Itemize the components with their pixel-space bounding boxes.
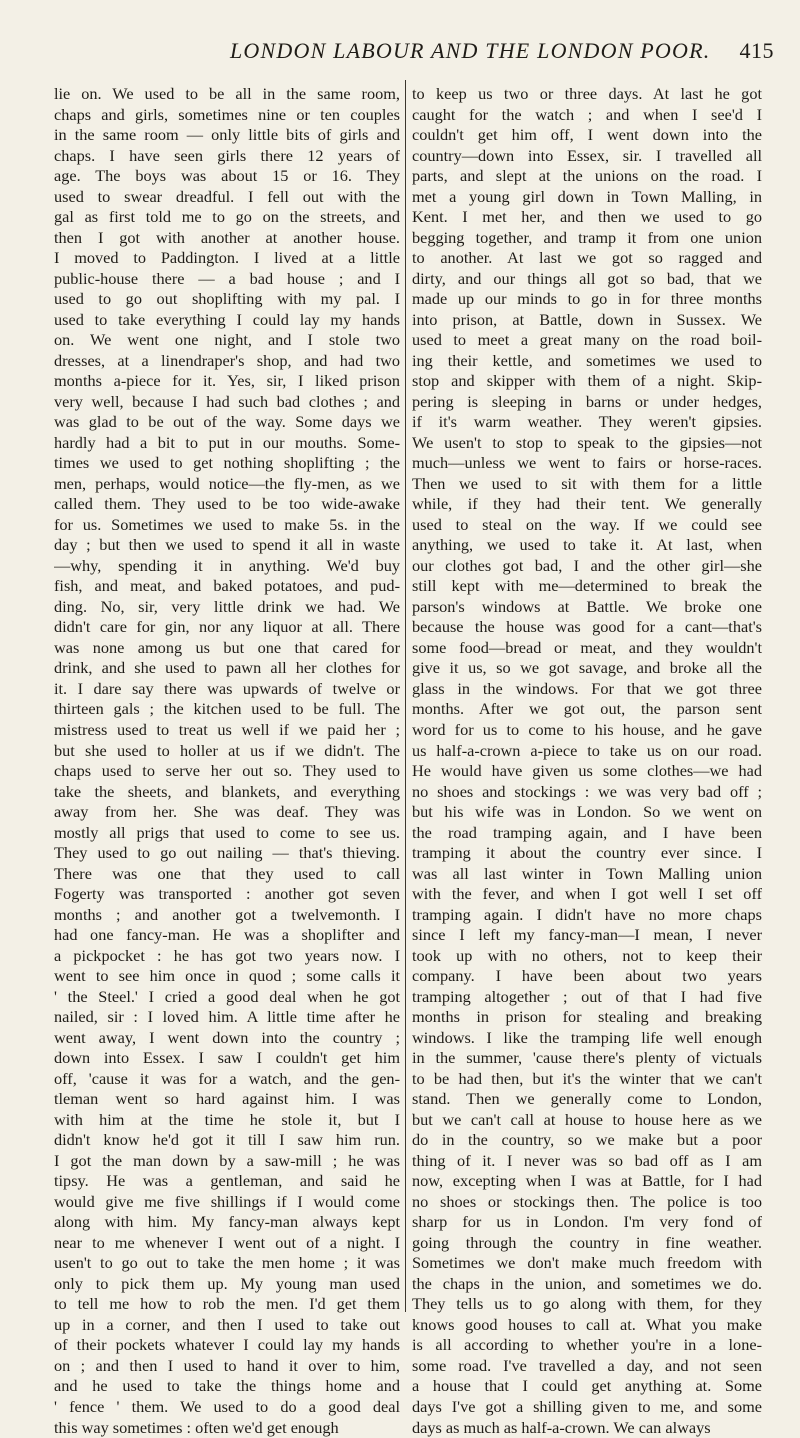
text-line: was all last winter in Town Malling union [412, 863, 762, 883]
text-line: is all according to whether you're in a lone- [412, 1335, 762, 1355]
text-line: on. We went one night, and I stole two [54, 330, 400, 350]
text-line: sharp for us in London. I'm very fond of [412, 1212, 762, 1232]
text-line: no shoes or stockings then. The police is too [412, 1191, 762, 1211]
text-line: away from her. She was deaf. They was [54, 802, 400, 822]
text-line: begging together, and tramp it from one union [412, 227, 762, 247]
text-line: only to pick them up. My young man used [54, 1273, 400, 1293]
text-line: Kent. I met her, and then we used to go [412, 207, 762, 227]
text-line: ' the Steel.' I cried a good deal when he got [54, 986, 400, 1006]
text-line: They used to go out nailing — that's thieving. [54, 843, 400, 863]
text-line: thirteen gals ; the kitchen used to be full. The [54, 699, 400, 719]
text-line: times we used to get nothing shoplifting ; the [54, 453, 400, 473]
text-line: country—down into Essex, sir. I travelled all [412, 145, 762, 165]
text-line: ding. No, sir, very little drink we had. We [54, 596, 400, 616]
text-line: public-house there — a bad house ; and I [54, 268, 400, 288]
text-line: used to steal on the way. If we could see [412, 514, 762, 534]
text-line: met a young girl down in Town Malling, in [412, 186, 762, 206]
right-text-column [412, 84, 762, 1438]
text-line: anything, we used to take it. At last, when [412, 535, 762, 555]
text-line: to another. At last we got so ragged and [412, 248, 762, 268]
text-line: didn't care for gin, nor any liquor at all. There [54, 617, 400, 637]
text-line: windows. I like the tramping life well enough [412, 1027, 762, 1047]
text-line: day ; but then we used to spend it all in waste [54, 535, 400, 555]
text-line: to be had then, but it's the winter that we can't [412, 1068, 762, 1088]
text-line: chaps. I have seen girls there 12 years of [54, 145, 400, 165]
text-line: tramping it about the country ever since. I [412, 843, 762, 863]
text-line: fish, and meat, and baked potatoes, and pud- [54, 576, 400, 596]
text-line: in the same room — only little bits of girls and [54, 125, 400, 145]
text-line: months ; and another got a twelvemonth. I [54, 904, 400, 924]
text-line: going through the country in fine weather. [412, 1232, 762, 1252]
text-line: I got the man down by a saw-mill ; he was [54, 1150, 400, 1170]
text-line: parts, and slept at the unions on the road. I [412, 166, 762, 186]
text-line: along with him. My fancy-man always kept [54, 1212, 400, 1232]
text-line: chaps used to serve her out so. They used to [54, 761, 400, 781]
text-line: to keep us two or three days. At last he got [412, 84, 762, 103]
page-header [54, 38, 774, 68]
text-line: They tells us to go along with them, for they [412, 1294, 762, 1314]
text-line: chaps and girls, sometimes nine or ten couples [54, 104, 400, 124]
text-line: had one fancy-man. He was a shoplifter and [54, 925, 400, 945]
text-line: nailed, sir : I loved him. A little time after he [54, 1007, 400, 1027]
text-line: months in prison for stealing and breaking [412, 1007, 762, 1027]
text-line: some food—bread or meat, and they wouldn't [412, 637, 762, 657]
running-title: LONDON LABOUR AND THE LONDON POOR. [230, 38, 711, 63]
text-line: since I left my fancy-man—I mean, I never [412, 925, 762, 945]
text-line: was glad to be out of the way. Some days we [54, 412, 400, 432]
text-line: still kept with me—determined to break the [412, 576, 762, 596]
text-line: now, excepting when I was at Battle, for I had [412, 1171, 762, 1191]
text-line: mostly all prigs that used to come to see us. [54, 822, 400, 842]
text-line: word for us to come to his house, and he gave [412, 719, 762, 739]
text-line: He would have given us some clothes—we had [412, 761, 762, 781]
text-line: company. I have been about two years [412, 966, 762, 986]
text-line: made up our minds to go in for three months [412, 289, 762, 309]
text-line: We usen't to stop to speak to the gipsies—not [412, 432, 762, 452]
left-text-column [54, 84, 400, 1438]
text-line: used to go out shoplifting with my pal. I [54, 289, 400, 309]
text-line: very well, because I had such bad clothes ; and [54, 391, 400, 411]
text-line: knows good houses to call at. What you make [412, 1314, 762, 1334]
text-line: but we can't call at house to house here as we [412, 1109, 762, 1129]
text-line: tleman went so hard against him. I was [54, 1089, 400, 1109]
text-line: down into Essex. I saw I couldn't get him [54, 1048, 400, 1068]
text-line: was none among us but one that cared for [54, 637, 400, 657]
text-line: ing their kettle, and sometimes we used to [412, 350, 762, 370]
text-line: in the summer, 'cause there's plenty of victuals [412, 1048, 762, 1068]
text-line: us half-a-crown a-piece to take us on our road. [412, 740, 762, 760]
text-line: and he used to take the things home and [54, 1376, 400, 1396]
text-line: thing of it. I never was so bad off as I am [412, 1150, 762, 1170]
text-line: on ; and then I used to hand it over to him, [54, 1355, 400, 1375]
text-line: to tell me how to rob the men. I'd get them [54, 1294, 400, 1314]
text-line: Sometimes we don't make much freedom with [412, 1253, 762, 1273]
column-divider [405, 80, 406, 1312]
text-line: days as much as half-a-crown. We can always [412, 1417, 711, 1437]
text-line: went away, I went down into the country ; [54, 1027, 400, 1047]
text-line: hardly had a bit to put in our mouths. Some- [54, 432, 400, 452]
text-line: Fogerty was transported : another got seven [54, 884, 400, 904]
text-line: called them. They used to be too wide-awake [54, 494, 400, 514]
text-line: up in a corner, and then I used to take out [54, 1314, 400, 1334]
text-line: usen't to go out to take the men home ; it was [54, 1253, 400, 1273]
text-line: into prison, at Battle, down in Sussex. We [412, 309, 762, 329]
text-line: months a-piece for it. Yes, sir, I liked prison [54, 371, 400, 391]
text-line: off, 'cause it was for a watch, and the gen- [54, 1068, 400, 1088]
text-line: for us. Sometimes we used to make 5s. in the [54, 514, 400, 534]
text-line: I moved to Paddington. I lived at a little [54, 248, 400, 268]
text-line: tramping altogether ; out of that I had five [412, 986, 762, 1006]
text-line: took up with no others, not to keep their [412, 945, 762, 965]
text-line: caught for the watch ; and when I see'd I [412, 104, 762, 124]
text-line: ' fence ' them. We used to do a good deal [54, 1397, 400, 1416]
text-line: There was one that they used to call [54, 863, 400, 883]
text-line: Then we used to sit with them for a little [412, 473, 762, 493]
text-line: went to see him once in quod ; some calls it [54, 966, 400, 986]
text-line: drink, and she used to pawn all her clothes for [54, 658, 400, 678]
text-line: near to me whenever I went out of a night. I [54, 1232, 400, 1252]
text-line: no shoes and stockings : we was very bad off ; [412, 781, 762, 801]
text-line: pering is sleeping in barns or under hedges, [412, 391, 762, 411]
text-line: didn't know he'd got it till I saw him run. [54, 1130, 400, 1150]
text-line: dirty, and our things all got so bad, that we [412, 268, 762, 288]
text-line: men, perhaps, would notice—the fly-men, as we [54, 473, 400, 493]
text-line: while, if they had their tent. We generally [412, 494, 762, 514]
text-line: mistress used to treat us well if we paid her ; [54, 719, 400, 739]
text-line: used to take everything I could lay my hands [54, 309, 400, 329]
text-line: our clothes got bad, I and the other girl—she [412, 555, 762, 575]
text-line: much—unless we went to fairs or horse-races. [412, 453, 762, 473]
text-line: with him at the time he stole it, but I [54, 1109, 400, 1129]
text-line: but she used to holler at us if we didn't. The [54, 740, 400, 760]
text-line: if it's warm weather. They weren't gipsies. [412, 412, 762, 432]
text-line: do in the country, so we make but a poor [412, 1130, 762, 1150]
text-line: because the house was good for a cant—that's [412, 617, 762, 637]
text-line: a pickpocket : he has got two years now. I [54, 945, 400, 965]
text-line: this way sometimes : often we'd get enough [54, 1417, 339, 1437]
text-line: glass in the windows. For that we got three [412, 678, 762, 698]
text-line: lie on. We used to be all in the same room, [54, 84, 400, 103]
text-line: stand. Then we generally come to London, [412, 1089, 762, 1109]
text-line: tipsy. He was a gentleman, and said he [54, 1171, 400, 1191]
text-line: days I've got a shilling given to me, and some [412, 1397, 762, 1416]
text-line: —why, spending it in anything. We'd buy [54, 555, 400, 575]
text-line: the chaps in the union, and sometimes we do. [412, 1273, 762, 1293]
text-line: give it us, so we got savage, and broke all the [412, 658, 762, 678]
text-line: but his wife was in London. So we went on [412, 802, 762, 822]
text-line: then I got with another at another house. [54, 227, 400, 247]
text-line: stop and skipper with them of a night. Skip- [412, 371, 762, 391]
text-line: gal as first told me to go on the streets, and [54, 207, 400, 227]
text-line: tramping again. I didn't have no more chaps [412, 904, 762, 924]
text-line: couldn't get him off, I went down into the [412, 125, 762, 145]
text-line: parson's windows at Battle. We broke one [412, 596, 762, 616]
text-line: used to meet a great many on the road boil- [412, 330, 762, 350]
text-line: dresses, at a linendraper's shop, and had two [54, 350, 400, 370]
text-line: months. After we got out, the parson sent [412, 699, 762, 719]
text-line: the road tramping again, and I have been [412, 822, 762, 842]
text-line: take the sheets, and blankets, and everything [54, 781, 400, 801]
text-line: a house that I could get anything at. Some [412, 1376, 762, 1396]
text-line: some road. I've travelled a day, and not seen [412, 1355, 762, 1375]
text-line: would give me five shillings if I would come [54, 1191, 400, 1211]
text-line: of their pockets whatever I could lay my hands [54, 1335, 400, 1355]
page-number: 415 [739, 38, 774, 63]
text-line: age. The boys was about 15 or 16. They [54, 166, 400, 186]
text-line: it. I dare say there was upwards of twelve or [54, 678, 400, 698]
text-line: with the fever, and when I got well I set off [412, 884, 762, 904]
text-line: used to swear dreadful. I fell out with the [54, 186, 400, 206]
